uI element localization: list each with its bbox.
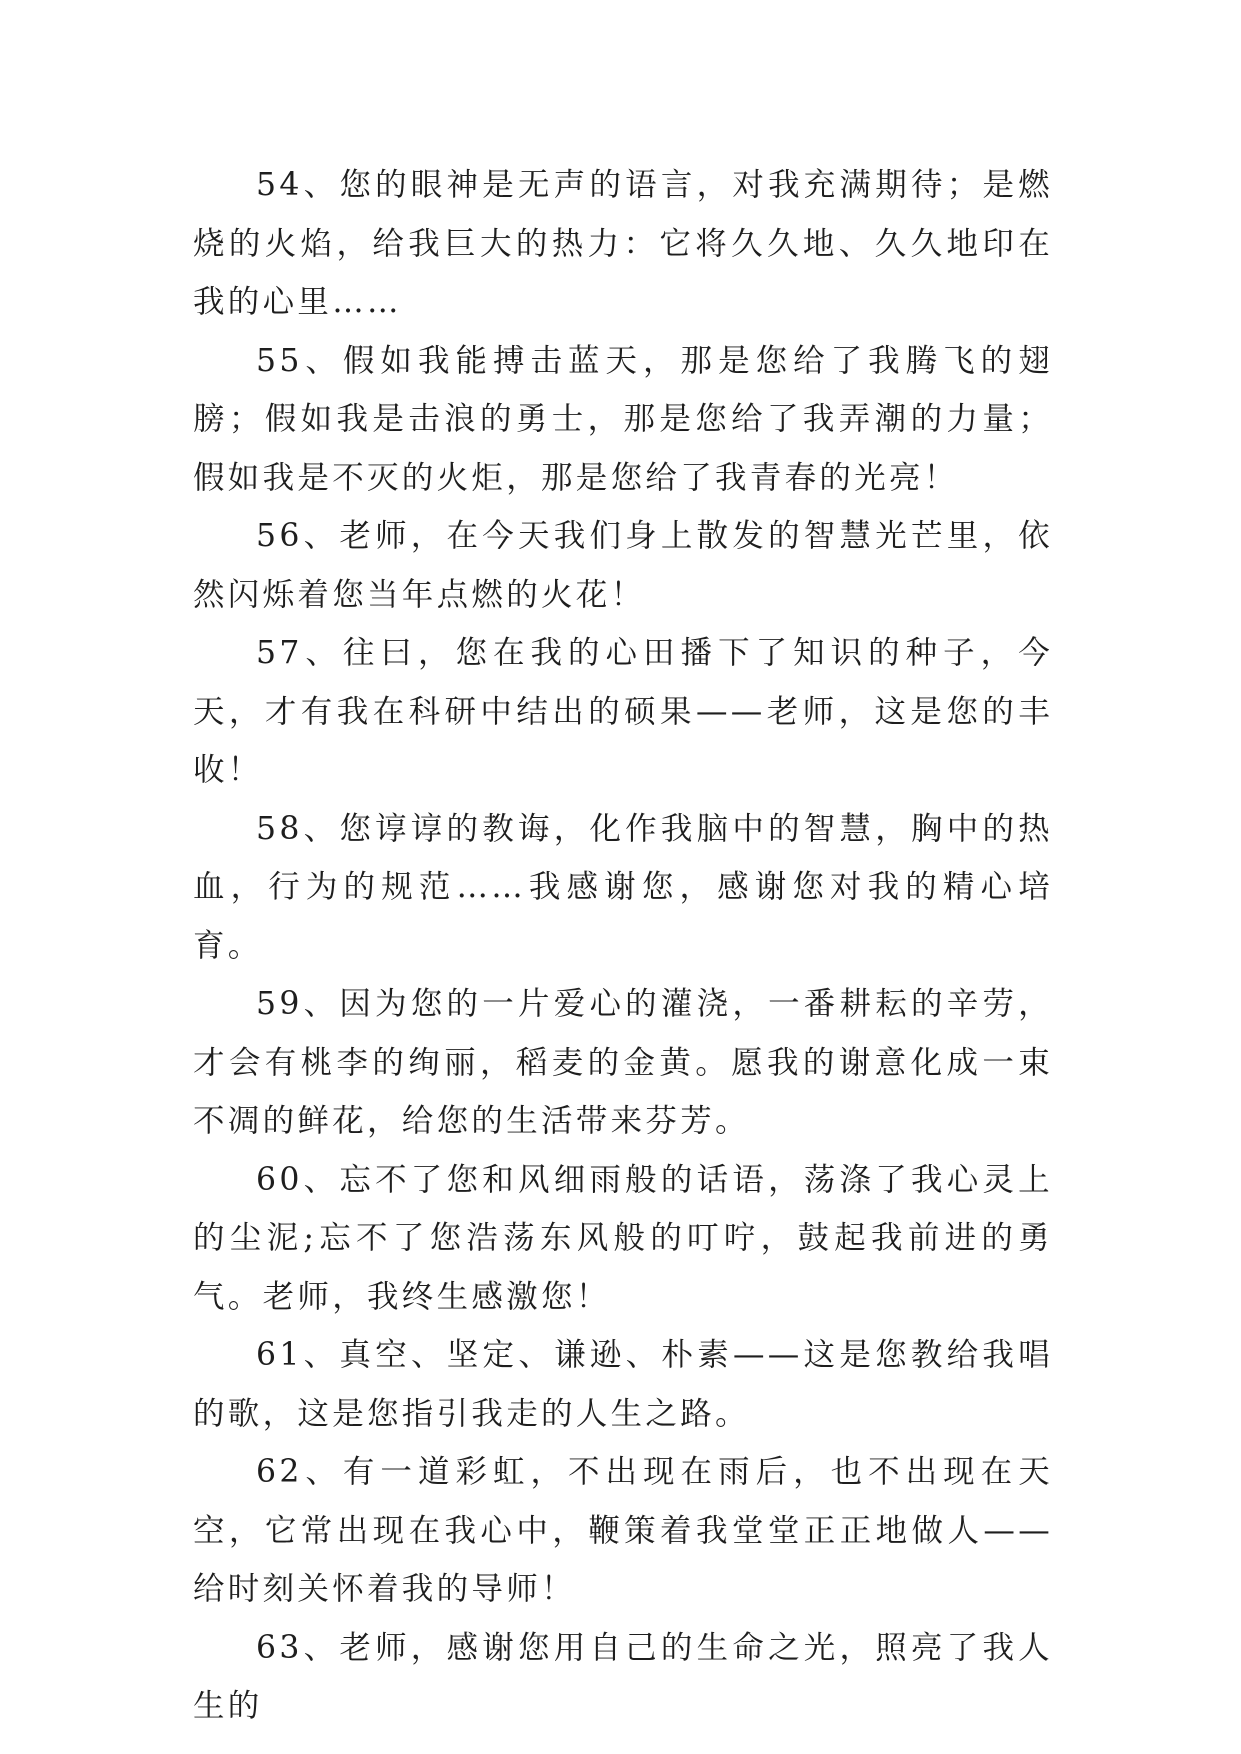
document-body (193, 156, 1053, 1736)
paragraph-63: 63、老师，感谢您用自己的生命之光，照亮了我人生的 (193, 1629, 1053, 1724)
paragraph-60: 60、忘不了您和风细雨般的话语，荡涤了我心灵上的尘泥;忘不了您浩荡东风般的叮咛，鼓起我前进的勇气。老师，我终生感激您！ (193, 1161, 1053, 1315)
paragraph-59: 59、因为您的一片爱心的灌浇，一番耕耘的辛劳，才会有桃李的绚丽，稻麦的金黄。愿我的谢意化成一束不凋的鲜花，给您的生活带来芬芳。 (193, 986, 1053, 1139)
paragraph-61: 61、真空、坚定、谦逊、朴素——这是您教给我唱的歌，这是您指引我走的人生之路。 (193, 1337, 1053, 1432)
paragraph-57: 57、往曰，您在我的心田播下了知识的种子，今天，才有我在科研中结出的硕果——老师，这是您的丰收！ (193, 635, 1053, 788)
paragraph-62: 62、有一道彩虹，不出现在雨后，也不出现在天空，它常出现在我心中，鞭策着我堂堂正正地做人——给时刻关怀着我的导师！ (193, 1454, 1053, 1607)
paragraph-55: 55、假如我能搏击蓝天，那是您给了我腾飞的翅膀；假如我是击浪的勇士，那是您给了我弄潮的力量；假如我是不灭的火炬，那是您给了我青春的光亮！ (193, 342, 1053, 496)
paragraph-58: 58、您谆谆的教诲，化作我脑中的智慧，胸中的热血，行为的规范……我感谢您，感谢您对我的精心培育。 (193, 810, 1053, 964)
paragraph-56: 56、老师，在今天我们身上散发的智慧光芒里，依然闪烁着您当年点燃的火花！ (193, 518, 1053, 613)
paragraph-54: 54、您的眼神是无声的语言，对我充满期待；是燃烧的火焰，给我巨大的热力：它将久久地、久久地印在我的心里…… (193, 167, 1053, 320)
